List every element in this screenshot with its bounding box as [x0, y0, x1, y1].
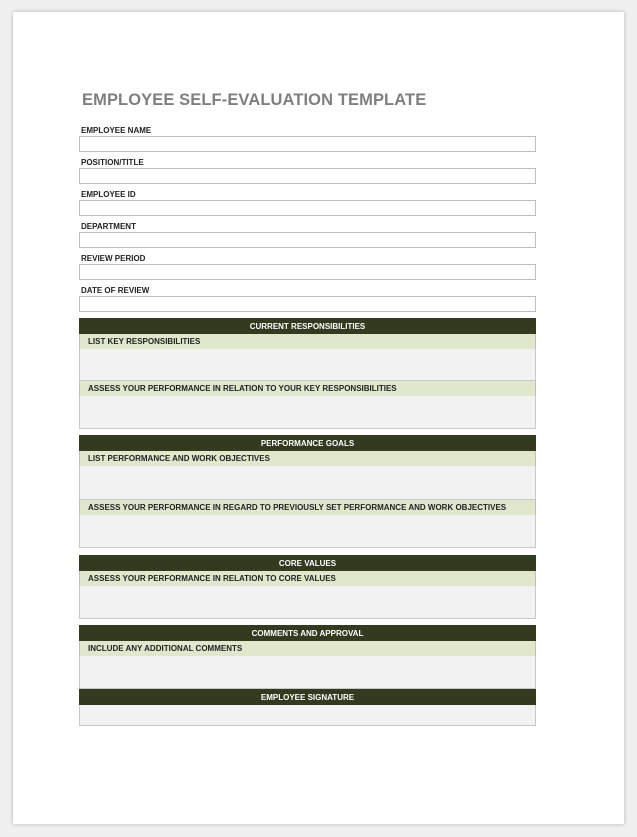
date-of-review-field[interactable]: [79, 296, 536, 312]
section-header-current-responsibilities: CURRENT RESPONSIBILITIES: [79, 318, 536, 334]
employee-name-label: EMPLOYEE NAME: [81, 126, 152, 135]
section-header-performance-goals: PERFORMANCE GOALS: [79, 435, 536, 451]
prompt-additional-comments: [79, 641, 536, 656]
prompt-label: INCLUDE ANY ADDITIONAL COMMENTS: [88, 644, 243, 653]
employee-id-label: EMPLOYEE ID: [81, 190, 136, 199]
page-title: EMPLOYEE SELF-EVALUATION TEMPLATE: [82, 91, 427, 109]
prompt-label: ASSESS YOUR PERFORMANCE IN RELATION TO YOUR KEY RESPONSIBILITIES: [88, 384, 397, 393]
section-header-comments-approval: COMMENTS AND APPROVAL: [79, 625, 536, 641]
core-values-answer[interactable]: [79, 586, 536, 619]
position-title-label: POSITION/TITLE: [81, 158, 144, 167]
prompt-label: ASSESS YOUR PERFORMANCE IN REGARD TO PREVIOUSLY SET PERFORMANCE AND WORK OBJECTIVES: [88, 503, 507, 512]
prompt-assess-responsibilities: [79, 381, 536, 396]
prompt-list-objectives: [79, 451, 536, 466]
section-header-employee-signature: EMPLOYEE SIGNATURE: [79, 689, 536, 705]
objectives-answer[interactable]: [79, 466, 536, 500]
date-of-review-label: DATE OF REVIEW: [81, 286, 150, 295]
assess-objectives-answer[interactable]: [79, 515, 536, 548]
prompt-label: LIST PERFORMANCE AND WORK OBJECTIVES: [88, 454, 270, 463]
prompt-list-key-responsibilities: [79, 334, 536, 349]
additional-comments-answer[interactable]: [79, 656, 536, 689]
employee-id-field[interactable]: [79, 200, 536, 216]
review-period-label: REVIEW PERIOD: [81, 254, 146, 263]
employee-signature-field[interactable]: [79, 705, 536, 726]
department-field[interactable]: [79, 232, 536, 248]
prompt-label: ASSESS YOUR PERFORMANCE IN RELATION TO CORE VALUES: [88, 574, 336, 583]
key-responsibilities-answer[interactable]: [79, 349, 536, 381]
section-header-core-values: CORE VALUES: [79, 555, 536, 571]
prompt-assess-objectives: [79, 500, 536, 515]
prompt-label: LIST KEY RESPONSIBILITIES: [88, 337, 201, 346]
employee-name-field[interactable]: [79, 136, 536, 152]
position-title-field[interactable]: [79, 168, 536, 184]
review-period-field[interactable]: [79, 264, 536, 280]
department-label: DEPARTMENT: [81, 222, 136, 231]
prompt-assess-core-values: [79, 571, 536, 586]
assess-responsibilities-answer[interactable]: [79, 396, 536, 429]
